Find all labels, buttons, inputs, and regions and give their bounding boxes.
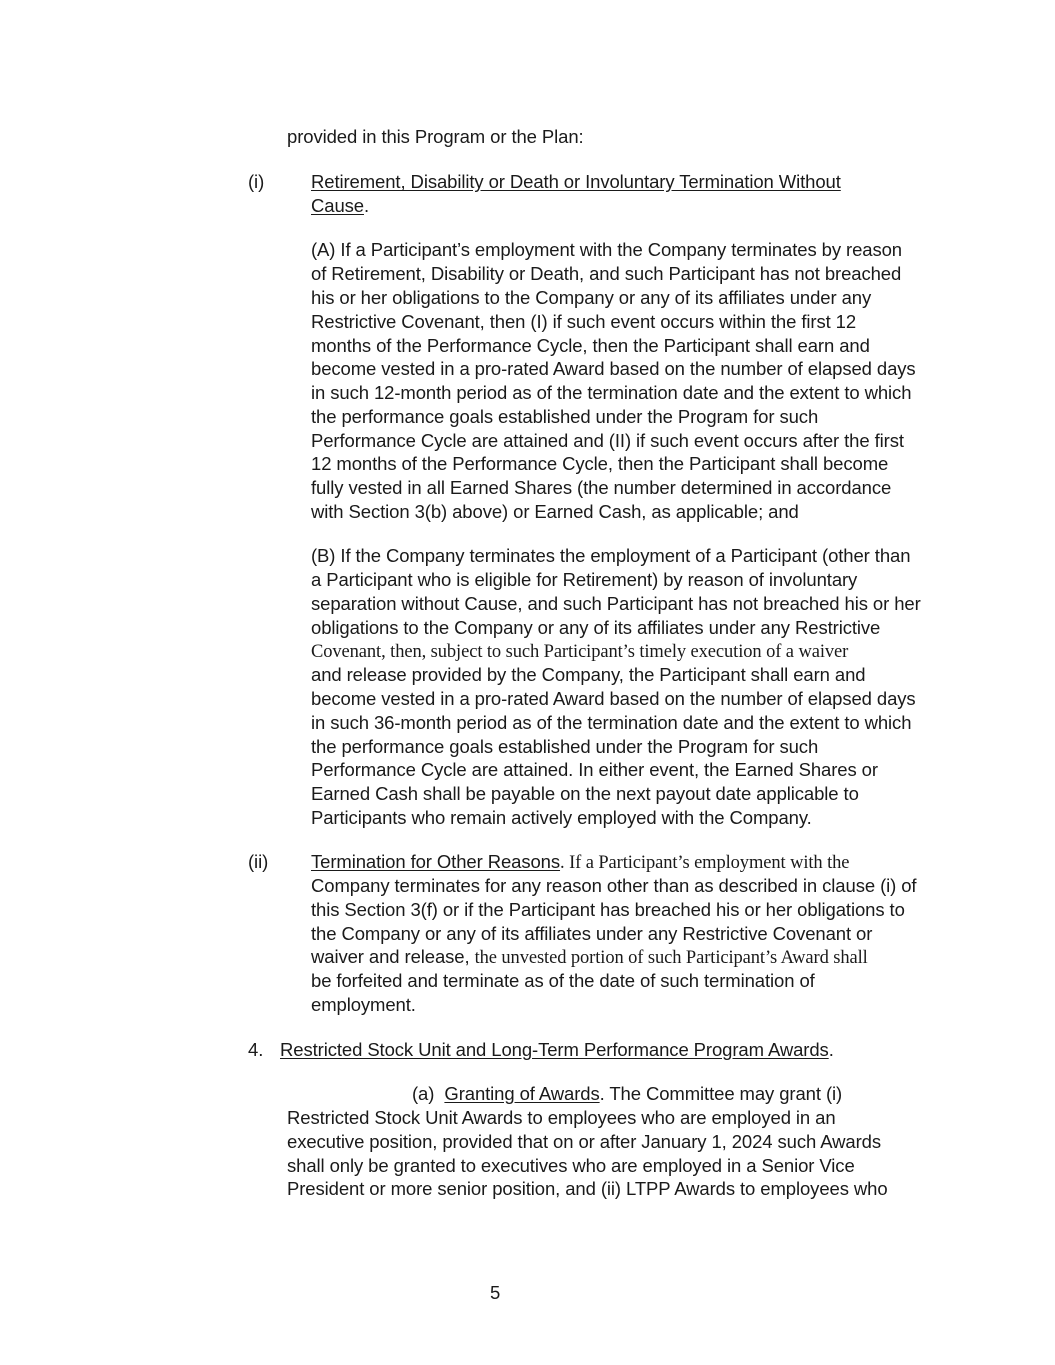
para-a-line: [311, 238, 902, 262]
item-ii-line-6: be forfeited and terminate as of the date of such termination of: [311, 970, 815, 991]
para-a-line-1: (A) If a Participant’s employment with the Company terminates by reason: [311, 239, 902, 260]
item-ii-line-5a: waiver and release,: [311, 946, 475, 967]
section-4-heading: Restricted Stock Unit and Long-Term Performance Program Awards: [280, 1039, 829, 1060]
item-ii-line-1: [311, 850, 849, 875]
sub-a-line-2: Restricted Stock Unit Awards to employees who are employed in an: [287, 1107, 836, 1128]
para-a-line-5: months of the Performance Cycle, then the Participant shall earn and: [311, 335, 870, 356]
para-b-line-5: Covenant, then, subject to such Participant’s timely execution of a waiver: [311, 642, 849, 662]
para-a-line-12: with Section 3(b) above) or Earned Cash, as applicable; and: [311, 501, 799, 522]
section-4-number: 4.: [248, 1039, 264, 1060]
section-4-heading-line: [280, 1038, 834, 1062]
para-a-line-4: Restrictive Covenant, then (I) if such event occurs within the first 12: [311, 311, 857, 332]
page-number: 5: [490, 1282, 501, 1303]
item-ii-line-1-rest: . If a Participant’s employment with the: [560, 853, 850, 873]
para-b-line-3: separation without Cause, and such Participant has not breached his or her: [311, 593, 921, 614]
item-ii-line-2: Company terminates for any reason other than as described in clause (i) of: [311, 875, 917, 896]
para-b-line-8: in such 36-month period as of the termination date and the extent to which: [311, 712, 912, 733]
para-b-line-2: a Participant who is eligible for Retirement) by reason of involuntary: [311, 569, 858, 590]
para-a-line-6: become vested in a pro-rated Award based on the number of elapsed days: [311, 358, 916, 379]
para-b-line-9: the performance goals established under the Program for such: [311, 736, 819, 757]
item-i-heading-cont: [311, 194, 369, 218]
item-ii-heading: Termination for Other Reasons: [311, 851, 561, 872]
item-ii-line-4: the Company or any of its affiliates under any Restrictive Covenant or: [311, 923, 873, 944]
para-b-line-6: and release provided by the Company, the Participant shall earn and: [311, 664, 866, 685]
para-a-line-2: of Retirement, Disability or Death, and such Participant has not breached: [311, 263, 902, 284]
para-a-line-7: in such 12-month period as of the termination date and the extent to which: [311, 382, 912, 403]
intro-line: provided in this Program or the Plan:: [287, 126, 584, 147]
item-ii-line-5: [311, 945, 868, 970]
para-b-line-7: become vested in a pro-rated Award based on the number of elapsed days: [311, 688, 916, 709]
para-b-line-12: Participants who remain actively employed with the Company.: [311, 807, 812, 828]
item-ii-line-5b: the unvested portion of such Participant’s Award shall: [474, 948, 868, 968]
sub-a-line-5: President or more senior position, and (ii) LTPP Awards to employees who: [287, 1178, 888, 1199]
item-i-heading-period: .: [363, 195, 370, 216]
para-a-line-9: Performance Cycle are attained and (II) if such event occurs after the first: [311, 430, 904, 451]
para-a-line-8: the performance goals established under the Program for such: [311, 406, 819, 427]
para-b-line-11: Earned Cash shall be payable on the next payout date applicable to: [311, 783, 859, 804]
sub-a-line-3: executive position, provided that on or after January 1, 2024 such Awards: [287, 1131, 881, 1152]
item-i-heading-line1: Retirement, Disability or Death or Involuntary Termination Without: [311, 171, 841, 192]
para-a-line-10: 12 months of the Performance Cycle, then the Participant shall become: [311, 453, 889, 474]
para-b-line-1: (B) If the Company terminates the employment of a Participant (other than: [311, 545, 911, 566]
para-a-line-3: his or her obligations to the Company or any of its affiliates under any: [311, 287, 872, 308]
item-i-label: (i): [248, 171, 265, 192]
item-i-heading-line2: Cause: [311, 195, 364, 216]
item-ii-label: (ii): [248, 851, 269, 872]
item-i-heading: [311, 170, 841, 194]
item-ii-line-7: employment.: [311, 994, 416, 1015]
section-4-heading-period: .: [828, 1039, 834, 1060]
sub-a-line-1: [412, 1082, 842, 1106]
sub-a-line-4: shall only be granted to executives who are employed in a Senior Vice: [287, 1155, 855, 1176]
para-b-line-10: Performance Cycle are attained. In either event, the Earned Shares or: [311, 759, 878, 780]
para-a-line-11: fully vested in all Earned Shares (the number determined in accordance: [311, 477, 892, 498]
sub-a-label: (a): [412, 1083, 435, 1104]
item-ii-line-3: this Section 3(f) or if the Participant has breached his or her obligations to: [311, 899, 905, 920]
sub-a-line-1-rest: . The Committee may grant (i): [599, 1083, 843, 1104]
para-b-line-4: obligations to the Company or any of its affiliates under any Restrictive: [311, 617, 881, 638]
sub-a-heading: Granting of Awards: [444, 1083, 600, 1104]
